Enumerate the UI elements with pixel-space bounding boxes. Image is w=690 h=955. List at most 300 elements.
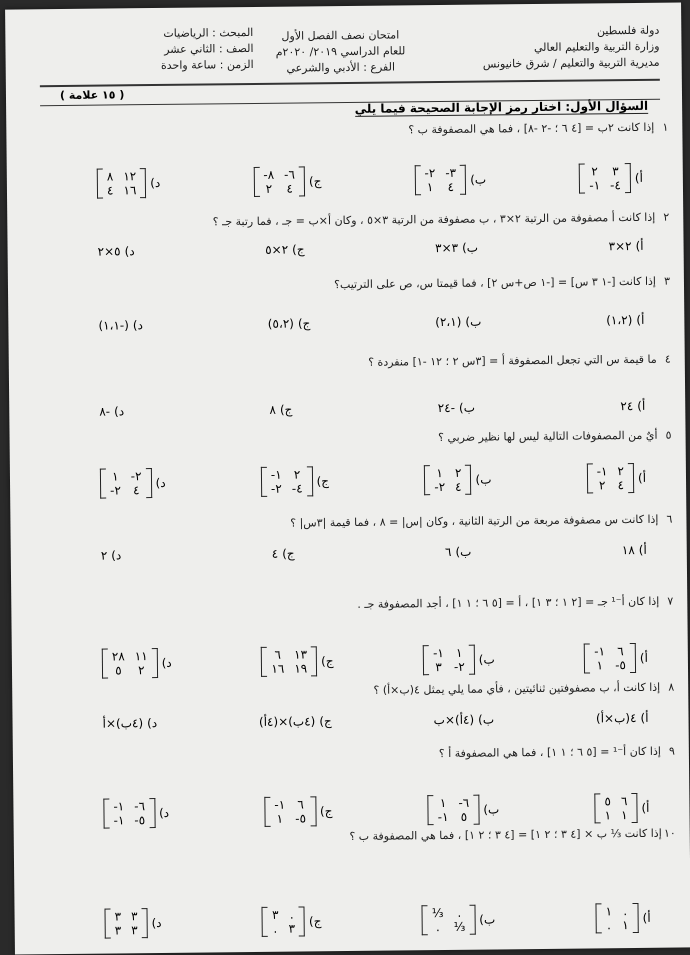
options-row xyxy=(102,711,648,731)
matrix-entry: ٤ xyxy=(447,179,455,194)
options-row xyxy=(99,399,645,419)
option-label: ج) xyxy=(279,402,293,417)
option-label: ب) xyxy=(478,652,495,667)
matrix xyxy=(428,795,480,826)
option-3[interactable] xyxy=(262,906,322,937)
question-stem: إذا كانت [-١ ٣ س] = [-١ ص+س ٢] ، فما قيمتا س، ص على الترتيب؟ xyxy=(333,274,657,292)
matrix-entry: -٥ xyxy=(295,811,307,826)
option-value: ٢ xyxy=(100,548,108,563)
matrix-entry: ٣ xyxy=(130,909,138,924)
option-4[interactable] xyxy=(102,648,172,679)
matrix-body xyxy=(600,793,631,823)
matrix-entry: . xyxy=(289,907,294,922)
matrix-entry: ٢ xyxy=(617,464,624,479)
question-10 xyxy=(42,826,676,846)
matrix-entry: ١٦ xyxy=(123,183,137,198)
header-time: الزمن : ساعة واحدة xyxy=(160,57,254,72)
matrix-body xyxy=(108,648,152,678)
matrix-bracket-right xyxy=(625,163,631,193)
matrix xyxy=(100,468,152,499)
matrix-bracket-right xyxy=(141,908,147,938)
question-number: ٦ xyxy=(666,512,673,526)
matrix xyxy=(102,648,158,679)
matrix-bracket-left xyxy=(422,905,428,935)
option-3[interactable] xyxy=(264,796,332,827)
matrix-entry: ٥ xyxy=(115,663,122,678)
option-label: ج) xyxy=(319,714,332,729)
option-4[interactable] xyxy=(101,548,122,562)
option-label: ج) xyxy=(321,654,334,669)
option-value: (٢،١) xyxy=(435,314,462,330)
matrix-entry: ٤ xyxy=(106,183,114,198)
option-4[interactable] xyxy=(99,404,124,418)
option-3[interactable] xyxy=(272,547,295,561)
question-number: ٥ xyxy=(665,428,672,442)
option-label: ج) xyxy=(292,242,305,257)
option-label: أ) xyxy=(642,910,651,925)
header-state: دولة فلسطين xyxy=(596,23,660,38)
option-label: أ) xyxy=(637,398,646,413)
option-3[interactable] xyxy=(269,403,292,417)
option-label: ج) xyxy=(319,804,333,819)
matrix-entry: -١ xyxy=(274,797,286,812)
matrix-bracket-right xyxy=(299,166,305,196)
question-8 xyxy=(40,680,675,700)
matrix-bracket-right xyxy=(469,905,475,935)
option-1[interactable] xyxy=(587,463,647,494)
matrix xyxy=(587,463,635,493)
matrix-entry: . xyxy=(435,920,440,935)
matrix xyxy=(103,798,155,829)
header-subject: المبحث : الرياضيات xyxy=(163,25,254,40)
option-1[interactable] xyxy=(596,711,649,726)
option-label: د) xyxy=(150,175,161,191)
option-2[interactable] xyxy=(434,712,495,727)
matrix-bracket-left xyxy=(414,165,420,195)
option-value: ٤(ب×أ) xyxy=(595,710,637,726)
matrix xyxy=(414,165,466,196)
option-label: أ) xyxy=(640,710,649,725)
matrix-entry: -٢ xyxy=(130,469,142,484)
question-number: ١ xyxy=(662,120,669,134)
matrix xyxy=(262,906,305,936)
matrix-entry: -٤ xyxy=(291,481,303,496)
question-stem: إذا كانت ⅓ ب × [٤ ٣ ؛ ٢ ١] = [٤ ٣ ؛ ٢ ١] ، فما هي المصفوفة ب ؟ xyxy=(349,826,662,844)
option-label: ب) xyxy=(475,472,492,487)
matrix-entry: -٣ xyxy=(445,165,457,180)
matrix-entry: ٢ xyxy=(265,181,273,196)
matrix-body xyxy=(429,645,469,675)
option-label: أ) xyxy=(635,238,644,253)
matrix xyxy=(253,166,305,197)
matrix-body xyxy=(428,905,470,935)
matrix-entry: -٦ xyxy=(134,799,146,814)
option-value: ٢×٣ xyxy=(608,239,632,254)
matrix-bracket-left xyxy=(264,797,270,827)
question-1 xyxy=(34,120,669,140)
question-7 xyxy=(39,594,674,614)
question-stem: أيٌ من المصفوفات التالية ليس لها نظير ضربي ؟ xyxy=(438,428,658,445)
option-label: أ) xyxy=(636,312,645,327)
option-2[interactable] xyxy=(438,401,475,415)
matrix-bracket-left xyxy=(261,647,267,677)
matrix-entry: ٤ xyxy=(286,181,293,196)
header-year: للعام الدراسي ٢٠١٩/ ٢٠٢٠م xyxy=(275,44,406,59)
matrix-entry: ١٢ xyxy=(123,169,137,184)
matrix-entry: ٢٨ xyxy=(111,649,125,664)
question-6 xyxy=(38,512,673,532)
option-value: ٢×٥ xyxy=(265,242,289,257)
matrix-entry: ١٦ xyxy=(271,661,285,676)
matrix-bracket-left xyxy=(587,463,593,493)
matrix-entry: ٢ xyxy=(293,467,301,482)
matrix-bracket-right xyxy=(628,463,634,493)
matrix-bracket-right xyxy=(311,646,317,676)
matrix-entry: ٤ xyxy=(455,479,462,494)
option-1[interactable] xyxy=(620,399,645,413)
option-label: أ) xyxy=(639,650,648,665)
matrix-entry: ٣ xyxy=(435,660,442,675)
question-stem: إذا كانت أ، ب مصفوفتين ثنائيتين ، فأي مما يلي يمثل ٤(ب×أ) ؟ xyxy=(373,680,661,697)
header-directorate: مديرية التربية والتعليم / شرق خانيونس xyxy=(482,55,660,71)
question-number: ٨ xyxy=(668,680,675,694)
matrix-bracket-left xyxy=(579,163,585,193)
option-label: أ) xyxy=(641,800,650,815)
matrix-entry: ١٣ xyxy=(294,647,308,662)
matrix-entry: ٦ xyxy=(274,647,281,662)
matrix-entry: -١ xyxy=(113,799,125,814)
option-value: (٤ب)×أ xyxy=(102,716,144,731)
question-number: ٧ xyxy=(667,594,674,608)
matrix-entry: -٢ xyxy=(453,659,465,674)
option-label: ب) xyxy=(462,240,479,255)
matrix-entry: ١ xyxy=(620,808,628,823)
matrix-entry: -١ xyxy=(594,644,606,659)
matrix-bracket-right xyxy=(465,465,471,495)
matrix-bracket-left xyxy=(100,469,106,499)
matrix-entry: ٦ xyxy=(620,794,628,809)
question-stem: ما قيمة س التي تجعل المصفوفة أ = [٣س ٢ ؛ ١٢ -١] منفردة ؟ xyxy=(368,352,657,369)
question-stem: إذا كان أ⁻¹ = [٥ ٦ ؛ ١ ١] ، فما هي المصفوفة أ ؟ xyxy=(438,744,661,761)
option-label: ج) xyxy=(308,174,322,189)
options-row xyxy=(103,793,649,829)
matrix-entry: ٥ xyxy=(604,794,611,809)
matrix-entry: ١ xyxy=(455,645,463,660)
matrix-bracket-right xyxy=(469,645,475,675)
matrix-entry: -١ xyxy=(596,464,608,479)
option-label: ب) xyxy=(455,544,472,559)
option-value: (-١،١) xyxy=(98,318,129,333)
question-number: ٢ xyxy=(663,210,670,224)
option-value: ٣×٣ xyxy=(435,240,459,256)
options-row xyxy=(97,163,643,199)
matrix-entry: ١ xyxy=(605,904,613,919)
matrix-entry: . xyxy=(623,904,628,919)
options-row xyxy=(100,463,646,499)
marks-badge: ( ١٥ علامة ) xyxy=(59,88,125,102)
matrix-bracket-right xyxy=(630,643,636,673)
matrix-bracket-left xyxy=(262,907,268,937)
option-4[interactable] xyxy=(100,468,166,499)
matrix-entry: -١ xyxy=(437,809,449,825)
matrix-bracket-left xyxy=(424,465,430,495)
matrix-bracket-right xyxy=(460,165,466,195)
option-2[interactable] xyxy=(422,904,496,935)
option-value: ٤ xyxy=(271,546,279,561)
option-label: ج) xyxy=(297,316,311,331)
question-stem: إذا كان أ⁻¹ جـ = [٢ ١ ؛ ٣ ١] ، أ = [٥ ٦ ؛ ١ ١] ، أجد المصفوفة جـ . xyxy=(357,594,660,611)
matrix xyxy=(423,645,475,676)
matrix-entry: ٥ xyxy=(460,809,468,824)
question-3 xyxy=(36,274,671,294)
header-left xyxy=(133,25,253,74)
matrix-bracket-right xyxy=(473,795,479,825)
matrix-entry: ٣ xyxy=(612,164,619,179)
option-3[interactable] xyxy=(259,714,332,729)
option-label: د) xyxy=(124,244,135,259)
option-2[interactable] xyxy=(428,794,500,825)
matrix-entry: ١ xyxy=(604,808,612,823)
matrix xyxy=(105,908,148,938)
matrix-bracket-left xyxy=(103,799,109,829)
matrix-entry: ١ xyxy=(622,918,629,933)
matrix-entry: -١ xyxy=(589,178,601,193)
question-5 xyxy=(38,428,672,448)
option-value: ٦ xyxy=(444,544,452,559)
option-1[interactable] xyxy=(579,163,643,194)
option-label: ب) xyxy=(483,802,500,817)
option-label: د) xyxy=(147,716,158,731)
option-4[interactable] xyxy=(105,908,162,939)
matrix-entry: ⅓ xyxy=(431,906,444,921)
question-stem: إذا كانت ٢ب = [٤ ٦ ؛ -٢ -٨] ، فما هي المصفوفة ب ؟ xyxy=(408,120,655,137)
options-row xyxy=(98,313,644,333)
option-3[interactable] xyxy=(261,466,329,497)
option-4[interactable] xyxy=(98,318,143,332)
matrix-bracket-right xyxy=(152,648,158,678)
matrix-entry: -٦ xyxy=(284,167,296,182)
matrix-entry: ١ xyxy=(596,658,604,673)
matrix xyxy=(422,905,476,936)
matrix-bracket-right xyxy=(299,906,305,936)
option-value: (٤أ)×ب xyxy=(433,712,475,728)
header-right xyxy=(449,23,659,73)
option-label: د) xyxy=(155,475,166,491)
option-value: ٥×٢ xyxy=(97,244,121,259)
option-label: ب) xyxy=(465,314,482,329)
matrix-entry: ٤ xyxy=(617,478,625,493)
matrix-body xyxy=(420,165,460,195)
option-label: د) xyxy=(132,318,143,333)
question-4 xyxy=(37,352,671,372)
matrix-entry: ٢ xyxy=(591,164,598,179)
matrix-bracket-left xyxy=(423,645,429,675)
question-9 xyxy=(41,744,675,764)
option-value: ٢٤ xyxy=(620,399,634,414)
matrix-bracket-left xyxy=(596,903,602,933)
header-grade: الصف : الثاني عشر xyxy=(164,41,254,56)
matrix-body xyxy=(111,908,142,938)
matrix-entry: . xyxy=(457,905,462,920)
matrix-entry: ٤ xyxy=(133,483,140,498)
matrix-entry: ⅓ xyxy=(453,919,466,934)
matrix-bracket-left xyxy=(428,795,434,825)
matrix-bracket-right xyxy=(306,466,312,496)
options-row xyxy=(98,239,644,259)
matrix xyxy=(261,646,317,677)
option-1[interactable] xyxy=(596,903,651,934)
matrix-entry: ٣ xyxy=(271,907,279,922)
matrix-entry: -٢ xyxy=(424,166,436,181)
option-value: -٨ xyxy=(99,404,111,419)
matrix-bracket-left xyxy=(594,793,600,823)
matrix-bracket-right xyxy=(631,793,637,823)
matrix xyxy=(97,168,147,199)
option-2[interactable] xyxy=(435,315,481,329)
option-2[interactable] xyxy=(414,165,486,196)
exam-paper xyxy=(5,2,690,954)
option-label: د) xyxy=(111,548,122,563)
option-3[interactable] xyxy=(261,646,334,677)
matrix-body xyxy=(430,465,466,495)
matrix-body xyxy=(590,643,630,673)
matrix-entry: -٦ xyxy=(458,795,470,810)
matrix-bracket-right xyxy=(632,903,638,933)
matrix-entry: ١ xyxy=(276,811,284,826)
matrix-entry: ٦ xyxy=(297,797,304,812)
option-label: ج) xyxy=(308,914,322,929)
option-1[interactable] xyxy=(622,543,647,557)
option-1[interactable] xyxy=(609,239,644,253)
matrix xyxy=(594,793,637,823)
matrix-body xyxy=(585,163,625,193)
option-2[interactable] xyxy=(423,644,495,675)
matrix-entry: -٢ xyxy=(270,481,282,496)
option-label: د) xyxy=(161,655,172,670)
matrix-entry: ٢ xyxy=(598,478,606,493)
matrix-entry: -٥ xyxy=(134,813,146,828)
option-4[interactable] xyxy=(103,798,169,829)
matrix xyxy=(264,796,316,827)
option-value: (١،٢) xyxy=(606,313,633,328)
option-3[interactable] xyxy=(253,166,321,197)
option-4[interactable] xyxy=(97,168,161,199)
options-row xyxy=(104,903,650,939)
question-number: ٩ xyxy=(668,744,675,758)
matrix-entry: ١ xyxy=(439,795,447,811)
matrix-bracket-left xyxy=(584,643,590,673)
matrix-body xyxy=(106,468,146,498)
matrix-entry: -٥ xyxy=(615,658,627,673)
matrix-bracket-left xyxy=(261,467,267,497)
option-3[interactable] xyxy=(268,316,311,330)
option-value: -٢٤ xyxy=(437,400,456,416)
matrix-bracket-right xyxy=(140,168,146,198)
option-1[interactable] xyxy=(606,313,644,327)
question-number: ٣ xyxy=(663,274,671,288)
matrix-entry: ١ xyxy=(436,466,443,481)
option-label: ج) xyxy=(316,474,330,489)
header-exam-title: امتحان نصف الفصل الأول xyxy=(281,28,400,43)
question-stem: إذا كانت أ مصفوفة من الرتبة ٢×٣ ، ب مصفوفة من الرتبة ٣×٥ ، وكان أ×ب = جـ ، فما رتبة جـ ؟ xyxy=(212,210,656,229)
option-label: د) xyxy=(151,915,162,931)
option-value: ٨ xyxy=(269,402,277,417)
options-row xyxy=(102,643,648,679)
option-value: (٥،٢) xyxy=(267,316,294,331)
matrix-body xyxy=(267,646,311,676)
matrix-entry: ١٩ xyxy=(294,661,308,676)
option-1[interactable] xyxy=(584,643,648,674)
option-2[interactable] xyxy=(445,545,472,559)
matrix-body xyxy=(434,795,474,825)
option-value: (٤ب)×(٤أ) xyxy=(258,714,316,729)
matrix-bracket-right xyxy=(145,468,151,498)
matrix-entry: -١ xyxy=(432,646,444,661)
question-number: ١٠ xyxy=(663,826,676,840)
option-4[interactable] xyxy=(98,244,135,258)
matrix-body xyxy=(268,907,299,937)
option-label: د) xyxy=(159,805,170,820)
matrix-body xyxy=(109,798,149,828)
matrix xyxy=(424,465,472,495)
matrix-bracket-left xyxy=(97,169,103,199)
matrix-entry: -٤ xyxy=(610,178,622,193)
matrix-body xyxy=(270,796,310,826)
option-label: ب) xyxy=(478,712,495,727)
matrix-entry: ٢ xyxy=(454,465,462,480)
option-label: أ) xyxy=(637,470,647,485)
options-row xyxy=(101,543,647,563)
matrix-entry: ١١ xyxy=(134,649,148,664)
matrix-entry: ٣ xyxy=(131,923,138,938)
option-label: د) xyxy=(114,404,125,419)
matrix xyxy=(596,903,639,933)
header-branch: الفرع : الأدبي والشرعي xyxy=(286,60,396,75)
matrix-entry: -١ xyxy=(113,813,125,828)
matrix-entry: . xyxy=(273,921,278,936)
matrix-body xyxy=(103,168,141,198)
matrix xyxy=(584,643,636,674)
matrix-entry: . xyxy=(607,918,611,933)
matrix-body xyxy=(267,466,307,496)
option-2[interactable] xyxy=(424,464,492,495)
option-4[interactable] xyxy=(103,716,158,731)
header-divider xyxy=(40,79,660,87)
question-stem: إذا كانت س مصفوفة مربعة من الرتبة الثانية ، وكان |س| = ٨ ، فما قيمة |٣س| ؟ xyxy=(290,512,659,530)
matrix xyxy=(579,163,631,194)
option-label: ج) xyxy=(282,546,295,561)
matrix-entry: ١ xyxy=(426,180,434,195)
header-center xyxy=(225,27,455,77)
matrix-bracket-right xyxy=(310,796,316,826)
matrix-bracket-right xyxy=(149,798,155,828)
option-1[interactable] xyxy=(594,793,649,824)
option-value: ١٨ xyxy=(621,543,635,558)
matrix-bracket-left xyxy=(102,649,108,679)
matrix-entry: ١ xyxy=(112,469,119,484)
option-2[interactable] xyxy=(435,241,478,255)
option-3[interactable] xyxy=(265,242,305,256)
section-title: السؤال الأول: اختار رمز الإجابة الصحيحة فيما يلي xyxy=(354,98,649,116)
matrix-entry: ٨ xyxy=(106,169,114,184)
matrix-entry: -١ xyxy=(270,467,282,482)
matrix-entry: -٨ xyxy=(263,167,275,182)
matrix-bracket-left xyxy=(105,909,111,939)
matrix-body xyxy=(602,903,633,933)
matrix xyxy=(261,466,313,497)
option-label: ب) xyxy=(479,912,496,927)
matrix-body xyxy=(259,166,299,196)
